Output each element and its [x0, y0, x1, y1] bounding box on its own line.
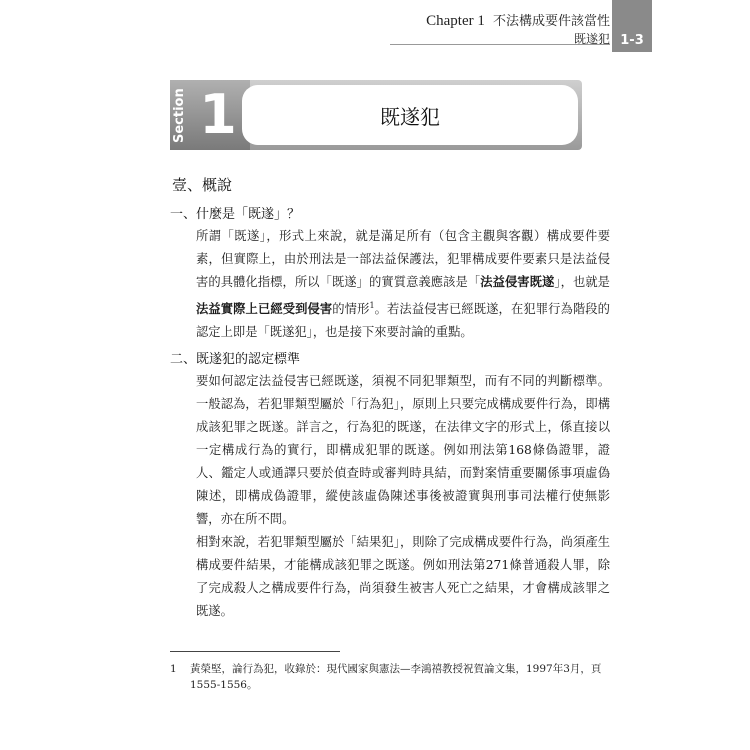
paragraph-1: [196, 225, 610, 344]
chapter-label: Chapter 1: [426, 13, 485, 29]
footnote: [170, 661, 610, 693]
footnote-text: 黃榮堅，論行為犯，收錄於：現代國家與憲法—李鴻禧教授祝賀論文集，1997年3月，頁1555-1556。: [190, 663, 602, 691]
section-number: 1: [199, 83, 237, 146]
chapter-title: 不法構成要件該當性: [492, 14, 610, 29]
chapter-heading: [426, 10, 610, 30]
main-heading: 壹、概說: [172, 176, 233, 194]
footnote-marker: 1: [369, 301, 375, 310]
running-section-name: 既遂犯: [573, 32, 610, 46]
subheading-2: 二、既遂犯的認定標準: [170, 352, 301, 368]
section-title: 既遂犯: [242, 85, 578, 145]
footnote-rule: [170, 651, 340, 652]
page-header: [0, 0, 750, 48]
emphasis-text: 法益實際上已經受到侵害: [196, 302, 333, 317]
paragraph-2: 要如何認定法益侵害已經既遂，須視不同犯罪類型，而有不同的判斷標準。一般認為，若犯罪類型屬於「行為犯」，原則上只要完成構成要件行為，即構成該犯罪之既遂。詳言之，行為犯的既遂，在法律文字的形式上，係直接以一定構成行為的實行，即構成犯罪的既遂。例如刑法第168條偽證罪，證人、鑑定人或通譯只要於偵查時或審判時具結，而對案情重要關係事項虛偽陳述，即構成偽證罪，縱使該虛偽陳述事後被證實與刑事司法權行使無影響，亦在所不問。: [196, 374, 610, 527]
paragraph-text: 。若法益侵害已經既遂，在犯罪行為階段的認定上即是「既遂犯」，也是接下來要討論的重點。: [196, 302, 610, 340]
subheading-1: 一、什麼是「既遂」？: [170, 207, 301, 222]
emphasis-text: 法益侵害既遂: [480, 275, 555, 289]
page-content: [170, 174, 610, 623]
page-number-tab: 1-3: [612, 0, 652, 52]
paragraph-text: 的情形: [332, 302, 370, 317]
section-banner: [170, 80, 582, 150]
footnote-number: 1: [170, 663, 177, 675]
section-word: Section: [172, 88, 187, 144]
paragraph-text: 」，也就是: [554, 275, 610, 289]
paragraph-3: 相對來說，若犯罪類型屬於「結果犯」，則除了完成構成要件行為，尚須產生構成要件結果，才能構成該犯罪之既遂。例如刑法第271條普通殺人罪，除了完成殺人之構成要件行為，尚須發生被害人死亡之結果，才會構成該罪之既遂。: [196, 535, 610, 619]
paragraph-text: 所謂「既遂」，形式上來說，就是滿足所有（包含主觀與客觀）構成要件要素，但實際上，由於刑法是一部法益保護法，犯罪構成要件要素只是法益侵害的具體化指標，所以「既遂」的實質意義應該是「: [196, 229, 610, 289]
